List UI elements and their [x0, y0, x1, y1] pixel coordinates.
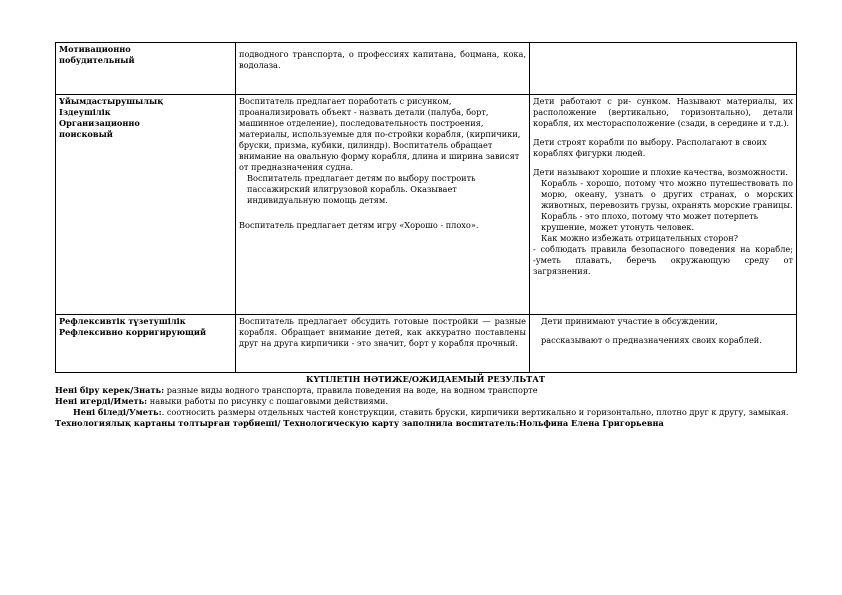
teacher-text: Воспитатель предлагает поработать с рисунком, проанализировать объект - назвать детали (палуба, борт, машинное отделение), последовательность построения, материалы, используемые для по-стройки корабля, (кирпичики, бруски, призма, кубики, цилиндр). Воспитатель обращает внимание на овальную форму корабля, длина и ширина зависят от предназначения судна.: [239, 96, 521, 172]
can-text: . соотносить размеры отдельных частей конструкции, ставить бруски, кирпичики вертикально и горизонтально, плотно друг к другу, замыкая.: [161, 407, 789, 417]
stage-ru-label: Рефлексивно корригирующий: [59, 327, 207, 337]
children-activity-cell: [530, 95, 797, 315]
know-text: разные виды водного транспорта, правила поведения на воде, на водном транспорте: [164, 385, 538, 395]
have-line: [55, 396, 796, 407]
children-text: Дети принимают участие в обсуждении,: [541, 316, 718, 326]
stage-ru-label: Организационно: [59, 118, 140, 128]
stage-kz-label: Рефлексивтік түзетушілік: [59, 316, 186, 326]
table-row: [56, 95, 797, 315]
teacher-activity-cell: [236, 315, 530, 373]
expected-result-section: [55, 374, 796, 429]
children-activity-cell: [530, 315, 797, 373]
children-text: Дети называют хорошие и плохие качества, возможности.: [533, 167, 789, 177]
children-text: Как можно избежать отрицательных сторон?: [541, 233, 739, 243]
stage-kz-label: Мотивационно: [59, 44, 131, 54]
table-row: [56, 315, 797, 373]
know-line: [55, 385, 796, 396]
lesson-plan-table: [55, 42, 797, 373]
stage-ru-label: поисковый: [59, 129, 113, 139]
know-label: Нені біру керек/Знать:: [55, 385, 165, 395]
children-text: Корабль - это плохо, потому что может потерпеть крушение, может утонуть человек.: [541, 211, 759, 232]
expected-result-title: КҮТІЛЕТІН НӘТИЖЕ/ОЖИДАЕМЫЙ РЕЗУЛЬТАТ: [306, 374, 545, 384]
teacher-activity-cell: [236, 95, 530, 315]
have-text: навыки работы по рисунку с пошаговыми действиями.: [147, 396, 389, 406]
teacher-text: Воспитатель предлагает детям по выбору построить пассажирский илигрузовой корабль. Оказывает индивидуальную помощь детям.: [247, 173, 476, 205]
teacher-text: Воспитатель предлагает детям игру «Хорошо - плохо».: [239, 220, 479, 230]
can-line: [55, 407, 796, 418]
have-label: Нені игерді/Иметь:: [55, 396, 148, 406]
stage-cell: [56, 95, 236, 315]
teacher-text: Воспитатель предлагает обсудить готовые постройки — разные корабля. Обращает внимание детей, как аккуратно поставлены друг на друга кирпичики - это значит, борт у корабля прочный.: [239, 316, 526, 348]
stage-cell: [56, 315, 236, 373]
children-text: рассказывают о предназначениях своих кораблей.: [541, 335, 762, 345]
teacher-text: подводного транспорта, о профессиях капитана, боцмана, кока, водолаза.: [239, 49, 526, 70]
stage-ru-label: побудительный: [59, 55, 135, 65]
children-activity-cell: [530, 43, 797, 95]
stage-kz-label: Іздеушілік: [59, 107, 111, 117]
children-text: Корабль - хорошо, потому что можно путешествовать по морю, океану, узнать о других странах, о морских животных, перевозить грузы, охранять морские границы.: [541, 178, 793, 210]
stage-cell: [56, 43, 236, 95]
children-text: Дети строят корабли по выбору. Располагают в своих кораблях фигурки людей.: [533, 137, 767, 158]
stage-kz-label: Ұйымдастырушылық: [59, 96, 164, 106]
author-text: Технологиялық картаны толтырған тәрбиеші/ Технологическую карту заполнила воспитатель:Нольфина Елена Григорьевна: [55, 418, 664, 428]
table-row: [56, 43, 797, 95]
children-text: Дети работают с ри- сунком. Называют материалы, их расположение (вертикально, горизонтально), детали корабля, их месторасположение (сзади, в середине и т.д.).: [533, 96, 793, 128]
author-line: [55, 418, 796, 429]
can-label: Нені біледі/Уметь:: [73, 407, 162, 417]
children-text: - соблюдать правила безопасного поведения на корабле; -уметь плавать, беречь окружающую среду от загрязнения.: [533, 244, 793, 276]
teacher-activity-cell: [236, 43, 530, 95]
